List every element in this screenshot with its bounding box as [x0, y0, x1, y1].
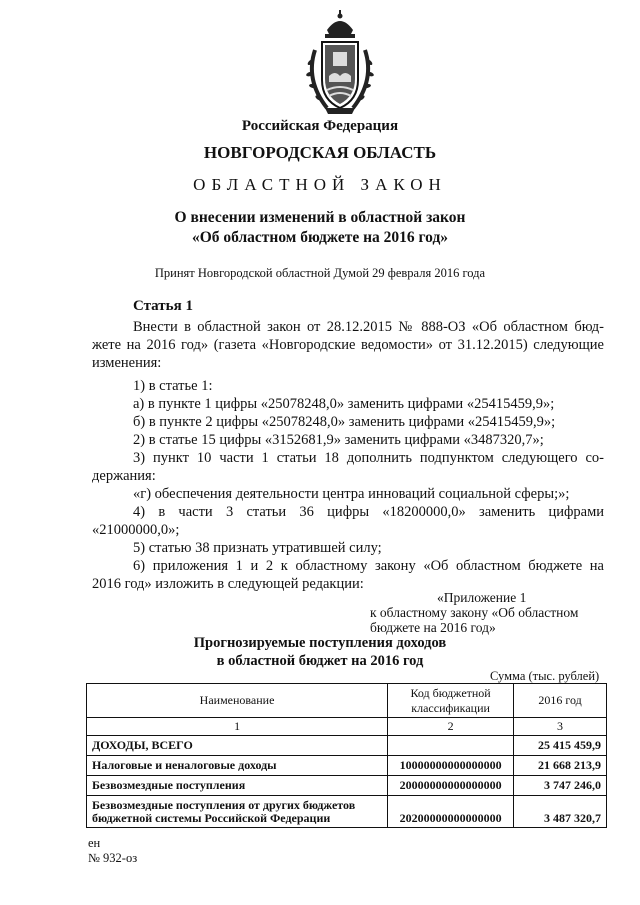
amendment-item: 5) статью 38 признать утратившей силу; [133, 540, 382, 556]
table-row [87, 736, 607, 756]
table-title-line1: Прогнозируемые поступления доходов [193, 635, 447, 651]
budget-table [86, 683, 607, 828]
column-header: Код бюджетной классификации [388, 684, 514, 718]
row-code: 20000000000000000 [388, 776, 514, 796]
row-name: Безвозмездные поступления [87, 776, 388, 796]
table-row [87, 776, 607, 796]
column-header: Наименование [87, 684, 388, 718]
column-number: 2 [388, 718, 514, 736]
article-intro-line: Внести в областной закон от 28.12.2015 № 888-ОЗ «Об областном бюд- [133, 319, 604, 335]
amendment-item: 3) пункт 10 части 1 статьи 18 дополнить подпунктом следующего со- [133, 450, 604, 466]
appendix-label: «Приложение 1 [437, 590, 527, 605]
table-header-row [87, 684, 607, 718]
amendment-item: 2) в статье 15 цифры «3152681,9» заменить цифрами «3487320,7»; [133, 432, 544, 448]
amendment-item: «г) обеспечения деятельности центра инноваций социальной сферы;»; [133, 486, 570, 502]
amendment-item: 1) в статье 1: [133, 378, 213, 394]
row-code: 20200000000000000 [388, 796, 514, 828]
article-intro-line: изменения: [92, 355, 162, 371]
region-title: НОВГОРОДСКАЯ ОБЛАСТЬ [203, 143, 437, 162]
footer-law-number: № 932-оз [88, 851, 138, 865]
column-number-row [87, 718, 607, 736]
column-header: 2016 год [514, 684, 607, 718]
amendment-item: а) в пункте 1 цифры «25078248,0» заменить цифрами «25415459,9»; [133, 396, 555, 412]
amendment-item: 2016 год» изложить в следующей редакции: [92, 576, 364, 592]
row-amount: 3 747 246,0 [514, 776, 607, 796]
row-amount: 3 487 320,7 [514, 796, 607, 828]
law-title-line2: «Об областном бюджете на 2016 год» [191, 229, 449, 246]
table-row [87, 796, 607, 828]
amendment-item: держания: [92, 468, 156, 484]
amendment-item: б) в пункте 2 цифры «25078248,0» заменить цифрами «25415459,9»; [133, 414, 556, 430]
table-title-line2: в областной бюджет на 2016 год [216, 653, 424, 669]
document-type: ОБЛАСТНОЙ ЗАКОН [193, 175, 447, 194]
coat-of-arms-emblem [297, 10, 383, 118]
row-code: 10000000000000000 [388, 756, 514, 776]
table-unit: Сумма (тыс. рублей) [490, 669, 600, 683]
appendix-label: бюджете на 2016 год» [370, 620, 496, 635]
row-name: ДОХОДЫ, ВСЕГО [87, 736, 388, 756]
appendix-label: к областному закону «Об областном [370, 605, 579, 620]
federation-title: Российская Федерация [241, 118, 399, 134]
column-number: 1 [87, 718, 388, 736]
amendment-item: «21000000,0»; [92, 522, 180, 538]
footer-initials: ен [88, 836, 101, 850]
column-number: 3 [514, 718, 607, 736]
law-title-line1: О внесении изменений в областной закон [174, 209, 466, 226]
adoption-note: Принят Новгородской областной Думой 29 февраля 2016 года [154, 266, 486, 280]
table-row [87, 756, 607, 776]
amendment-item: 6) приложения 1 и 2 к областному закону «Об областном бюджете на [133, 558, 604, 574]
amendment-item: 4) в части 3 статьи 36 цифры «18200000,0» заменить цифрами [133, 504, 604, 520]
article-intro-line: жете на 2016 год» (газета «Новгородские ведомости» от 31.12.2015) следующие [92, 337, 604, 353]
article-heading: Статья 1 [133, 298, 193, 314]
row-code [388, 736, 514, 756]
row-name: Безвозмездные поступления от других бюджетов бюджетной системы Российской Федерации [87, 796, 388, 828]
row-amount: 21 668 213,9 [514, 756, 607, 776]
row-name: Налоговые и неналоговые доходы [87, 756, 388, 776]
row-amount: 25 415 459,9 [514, 736, 607, 756]
